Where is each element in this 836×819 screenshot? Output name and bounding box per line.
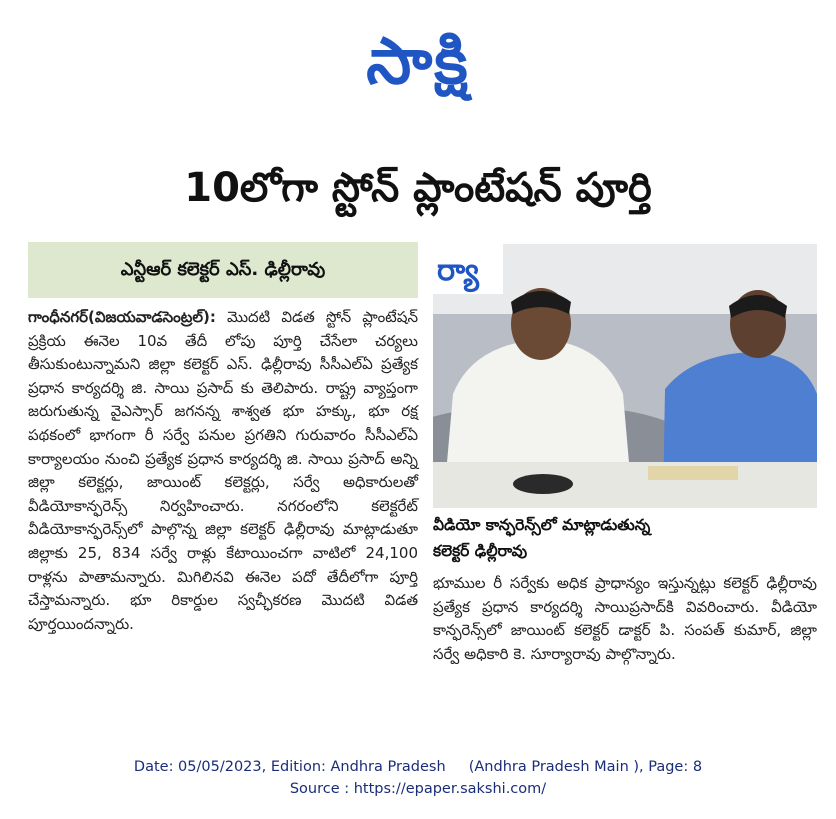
caption-line-1: వీడియో కాన్ఫరెన్స్‌లో మాట్లాడుతున్న bbox=[433, 516, 651, 534]
article-paragraph-left: మొదటి విడత స్టోన్ ప్లాంటేషన్ ప్రక్రియ ఈనెల 10వ తేదీ లోపు పూర్తి చేసేలా చర్యలు తీసుకుంటున్నామని జిల్లా కలెక్టర్ ఎస్. ఢిల్లీరావు సీసీఎల్ఏ ప్రత్యేక ప్రధాన కార్యదర్శి జి. సాయి ప్రసాద్ కు తెలిపారు. రాష్ట్ర వ్యాప్తంగా జరుగుతున్న వైఎస్సార్ జగనన్న శాశ్వత భూ హక్కు, భూ రక్ష పథకంలో భాగంగా రీ సర్వే పనుల ప్రగతిని గురువారం సీసీఎల్ఏ కార్యాలయం నుంచి ప్రత్యేక ప్రధాన కార్యదర్శి జి. సాయి ప్రసాద్ అన్ని జిల్లా కలెక్టర్లు, జాయింట్ కలెక్టర్లు, సర్వే అధికారులతో వీడియోకాన్ఫరెన్స్ నిర్వహించారు. నగరంలోని కలెక్టరేట్ వీడియోకాన్ఫరెన్స్‌లో పాల్గొన్న జిల్లా కలెక్టర్ ఢిల్లీరావు మాట్లాడుతూ జిల్లాకు 25, 834 సర్వే రాళ్లు కేటాయించగా వాటిలో 24,100 రాళ్లను పాతామన్నారు. మిగిలినవి ఈనెల పదో తేదీలోగా పూర్తి చేస్తామన్నారు. భూ రికార్డుల స్వచ్ఛీకరణ మొదటి విడత పూర్తయిందన్నారు. bbox=[28, 308, 418, 633]
headline: 10లోగా స్టోన్ ప్లాంటేషన్ పూర్తి bbox=[184, 165, 652, 211]
footer bbox=[0, 756, 836, 800]
masthead-logo: సాక్షి bbox=[366, 25, 470, 99]
article-paragraph-right: భూముల రీ సర్వేకు అధిక ప్రాధాన్యం ఇస్తున్నట్లు కలెక్టర్ ఢిల్లీరావు ప్రత్యేక ప్రధాన కార్యదర్శి సాయిప్రసాద్‌కి వివరించారు. వీడియో కాన్ఫరెన్స్‌లో జాయింట్ కలెక్టర్ డాక్టర్ పి. సంపత్ కుమార్, జిల్లా సర్వే అధికారి కె. సూర్యారావు పాల్గొన్నారు. bbox=[433, 574, 817, 663]
photo-banner-text: ర్యా bbox=[437, 253, 479, 288]
article-body-left bbox=[28, 306, 418, 636]
byline: ఎన్టీఆర్ కలెక్టర్ ఎస్. ఢిల్లీరావు bbox=[28, 242, 418, 298]
photo-caption bbox=[433, 512, 817, 564]
article-body-right bbox=[433, 572, 817, 666]
news-photo bbox=[433, 244, 817, 508]
footer-source-link[interactable]: Source : https://epaper.sakshi.com/ bbox=[289, 781, 547, 797]
dateline: గాంధీనగర్(విజయవాడసెంట్రల్): bbox=[28, 308, 216, 326]
photo-illustration bbox=[433, 244, 817, 508]
caption-line-2: కలెక్టర్ ఢిల్లీరావు bbox=[433, 542, 528, 560]
footer-edition-line: Date: 05/05/2023, Edition: Andhra Pradesh (Andhra Pradesh Main ), Page: 8 bbox=[133, 759, 703, 775]
